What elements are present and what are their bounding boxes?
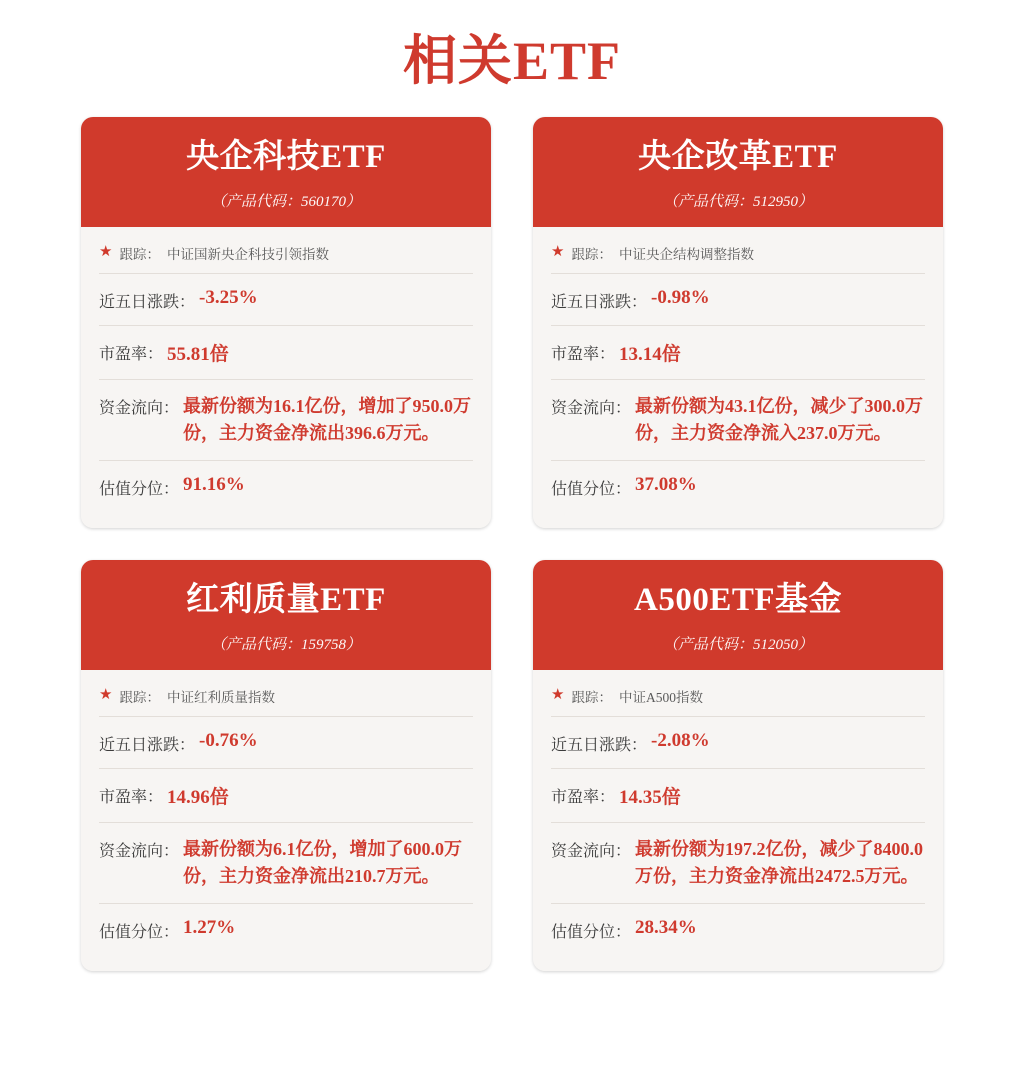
etf-track-row [99,243,473,274]
etf-card[interactable] [533,117,943,528]
etf-flow-label: 资金流向： [551,399,632,417]
etf-track-row [551,243,925,274]
etf-name: 央企科技ETF [186,139,386,175]
etf-change5d-row [551,274,925,326]
etf-flow-label: 资金流向： [99,842,180,860]
etf-card-header [533,560,943,670]
etf-flow-label: 资金流向： [99,399,180,417]
etf-change5d-label: 近五日涨跌： [99,293,196,311]
etf-flow-value: 最新份额为16.1亿份，增加了950.0万份，主力资金净流出396.6万元。 [183,395,472,443]
etf-pe-value: 14.35倍 [619,786,681,808]
etf-pe-row [551,769,925,823]
etf-valuation-value: 37.08% [635,473,697,495]
etf-track-value: 中证A500指数 [618,689,703,705]
etf-card-header [81,117,491,227]
etf-valuation-row [99,904,473,955]
etf-card-header [81,560,491,670]
etf-track-label: 跟踪： [119,689,160,705]
etf-valuation-value: 1.27% [183,916,236,938]
etf-pe-label: 市盈率： [99,345,164,363]
etf-card-body [81,227,491,528]
etf-change5d-value: -0.76% [199,729,258,751]
etf-name: 红利质量ETF [186,581,386,618]
etf-valuation-label: 估值分位： [99,923,180,941]
etf-change5d-row [99,274,473,326]
etf-pe-value: 13.14倍 [619,343,681,365]
etf-name: A500ETF基金 [633,581,842,618]
etf-valuation-row [551,461,925,512]
etf-track-value: 中证国新央企科技引领指数 [166,246,329,262]
etf-change5d-value: -2.08% [651,729,710,751]
etf-flow-value: 最新份额为43.1亿份，减少了300.0万份，主力资金净流入237.0万元。 [635,395,924,443]
etf-card-body [533,670,943,971]
etf-valuation-label: 估值分位： [99,480,180,498]
etf-flow-value: 最新份额为6.1亿份，增加了600.0万份，主力资金净流出210.7万元。 [183,838,463,886]
etf-change5d-row [551,717,925,769]
etf-name: 央企改革ETF [638,139,838,175]
etf-change5d-value: -0.98% [651,286,710,308]
star-icon: ★ [551,244,565,261]
etf-track-row [99,686,473,717]
etf-track-value: 中证红利质量指数 [166,689,275,705]
etf-flow-row [99,823,473,904]
star-icon: ★ [99,244,113,261]
star-icon: ★ [99,687,113,704]
etf-pe-label: 市盈率： [99,788,164,806]
etf-pe-value: 55.81倍 [167,343,229,365]
etf-change5d-label: 近五日涨跌： [551,293,648,311]
etf-valuation-label: 估值分位： [551,923,632,941]
etf-flow-row [551,380,925,461]
etf-pe-label: 市盈率： [551,788,616,806]
etf-code: （产品代码：512950） [662,193,813,210]
etf-track-label: 跟踪： [571,689,612,705]
etf-change5d-label: 近五日涨跌： [99,736,196,754]
etf-card[interactable] [533,560,943,971]
etf-change5d-value: -3.25% [199,286,258,308]
etf-code: （产品代码：159758） [210,636,361,653]
star-icon: ★ [551,687,565,704]
etf-track-label: 跟踪： [571,246,612,262]
etf-flow-row [551,823,925,904]
etf-valuation-label: 估值分位： [551,480,632,498]
etf-card[interactable] [81,117,491,528]
etf-flow-value: 最新份额为197.2亿份，减少了8400.0万份，主力资金净流出2472.5万元。 [635,838,924,886]
etf-flow-row [99,380,473,461]
etf-card-grid [0,117,1024,971]
etf-valuation-row [551,904,925,955]
etf-pe-row [99,769,473,823]
etf-code: （产品代码：512050） [662,636,813,653]
etf-track-row [551,686,925,717]
etf-track-label: 跟踪： [119,246,160,262]
etf-track-value: 中证央企结构调整指数 [618,246,754,262]
etf-pe-row [551,326,925,380]
etf-pe-label: 市盈率： [551,345,616,363]
etf-pe-value: 14.96倍 [167,786,229,808]
etf-flow-label: 资金流向： [551,842,632,860]
etf-pe-row [99,326,473,380]
etf-card-body [81,670,491,971]
etf-card-body [533,227,943,528]
etf-card[interactable] [81,560,491,971]
page-title: 相关ETF [402,31,622,91]
etf-valuation-value: 28.34% [635,916,697,938]
etf-change5d-label: 近五日涨跌： [551,736,648,754]
etf-code: （产品代码：560170） [210,193,361,210]
etf-valuation-row [99,461,473,512]
etf-card-header [533,117,943,227]
etf-change5d-row [99,717,473,769]
etf-valuation-value: 91.16% [183,473,245,495]
